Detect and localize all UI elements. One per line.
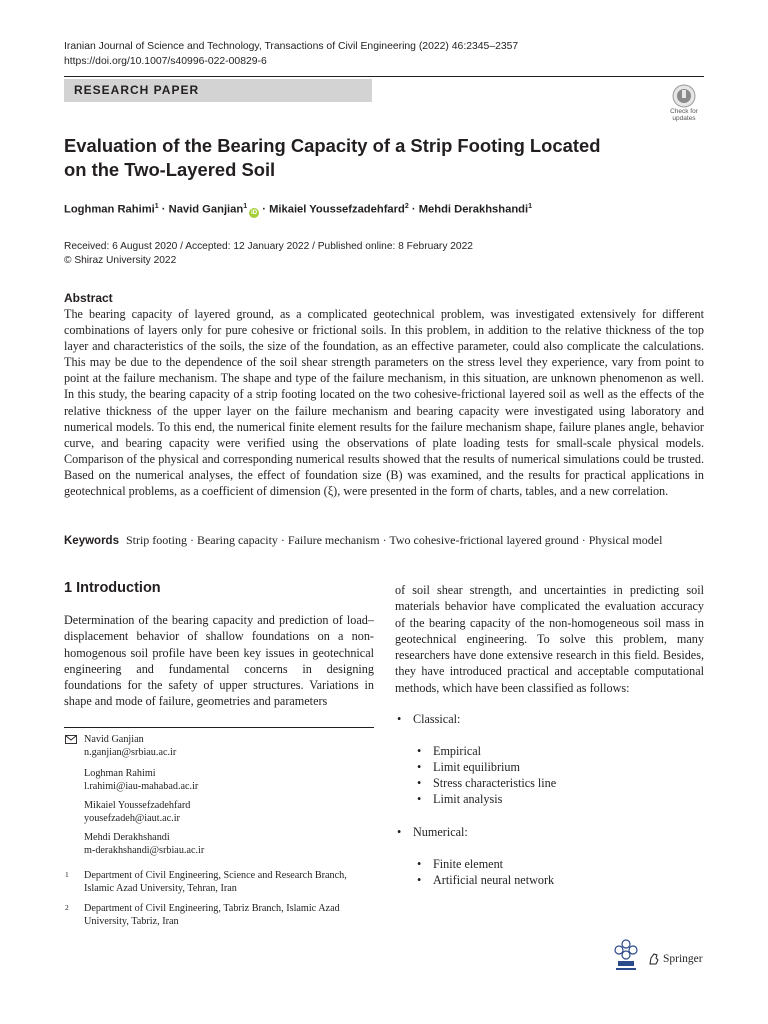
list-item: • Numerical:	[397, 825, 468, 839]
author-name: Navid Ganjian	[168, 203, 244, 216]
list-item: • Limit equilibrium	[417, 760, 520, 774]
email-link[interactable]: l.rahimi@iau-mahabad.ac.ir	[84, 780, 199, 792]
email-link[interactable]: n.ganjian@srbiau.ac.ir	[84, 746, 177, 758]
author-name: Mehdi Derakhshandi	[418, 203, 529, 216]
affiliation: Department of Civil Engineering, Tabriz Branch, Islamic Azad University, Tabriz, Iran	[84, 903, 340, 927]
publisher-name: Springer	[663, 953, 703, 965]
affiliation-number: 2	[65, 903, 69, 912]
envelope-icon	[65, 735, 77, 744]
abstract-body: The bearing capacity of layered ground, as a complicated geotechnical problem, was investigated extensively for different combinations of layers only for pure cohesive or frictional soils. In this problem, in addition to the relative thickness of the top layer and characteristics of the soils, the size of the foundation, as an effective parameter, could also complicate the calculations. This may be due to the dependence of the soil shear strength parameters on the stress level they experience, vary from point to point at the failure mechanism. The shape and type of the failure mechanism, in this situation, are unknown phenomenon as well. In this study, the bearing capacity of a strip footing located on the two cohesive-frictional layered soil as well as the effects of the relative thickness of the upper layer on the failure mechanism and bearing capacity were investigated using laboratory and numerical models. To this end, the numerical finite element results for the failure mechanism shape, failure planes angle, behavior curve, and bearing capacity were verified using the observations of plate loading tests for small-scale physical models. Comparison of the physical and corresponding numerical results showed that the results of numerical simulations could be trusted. Based on the numerical analyses, the effect of foundation size (B) was examined, and the results for practical applications in geotechnical problems, as a coefficient of dimension (ξ), were presented in the form of charts, tables, and a new correlation.	[64, 307, 704, 499]
orcid-icon[interactable]: iD	[251, 209, 258, 216]
author-separator: ·	[158, 203, 169, 216]
author-name: Mikaiel Youssefzadehfard	[269, 203, 405, 216]
header-divider	[64, 76, 704, 77]
publication-dates: Received: 6 August 2020 / Accepted: 12 January 2022 / Published online: 8 February 2022	[64, 241, 473, 252]
contact-entry: Loghman Rahimi l.rahimi@iau-mahabad.ac.ir	[84, 768, 199, 792]
contact-entry: Navid Ganjian n.ganjian@srbiau.ac.ir	[84, 734, 177, 758]
check-for-updates-badge[interactable]	[664, 84, 704, 124]
keywords	[64, 533, 704, 548]
check-updates-icon	[664, 84, 704, 108]
list-item: • Limit analysis	[417, 792, 503, 806]
keywords-text: Strip footing · Bearing capacity · Failure mechanism · Two cohesive-frictional layered ground · Physical model	[125, 533, 663, 547]
contact-entry: Mikaiel Youssefzadehfard yousefzadeh@iaut.ac.ir	[84, 800, 191, 824]
abstract-heading: Abstract	[64, 291, 113, 305]
section-heading-introduction: 1 Introduction	[64, 580, 161, 596]
check-updates-label: Check for updates	[670, 108, 698, 122]
list-item: • Artificial neural network	[417, 873, 555, 887]
author-affiliation-marker: 2	[404, 203, 409, 210]
publisher-footer	[612, 938, 704, 978]
author-affiliation-marker: 1	[528, 203, 533, 210]
keywords-label: Keywords	[64, 535, 119, 547]
intro-paragraph-right: of soil shear strength, and uncertainties in predicting soil materials behavior have complicated the evaluation accuracy of the bearing capacity of the non-homogeneous soil mass in geotechnical engineering. To solve this problem, many researchers have done extensive research in this field. Besides, they have introduced practical and acceptable computational methods, which have been classified as follows:	[395, 583, 704, 695]
author-separator: ·	[408, 203, 419, 216]
contact-entry: Mehdi Derakhshandi m-derakhshandi@srbiau.ac.ir	[84, 832, 205, 856]
university-seal-icon	[612, 938, 640, 972]
author-list	[64, 203, 532, 218]
email-link[interactable]: yousefzadeh@iaut.ac.ir	[84, 812, 180, 824]
email-link[interactable]: m-derakhshandi@srbiau.ac.ir	[84, 844, 205, 856]
list-item: • Empirical	[417, 744, 482, 758]
copyright-notice: © Shiraz University 2022	[64, 255, 177, 266]
author-name: Loghman Rahimi	[64, 203, 155, 216]
author-affiliation-marker: 1	[243, 203, 248, 210]
affiliation-number: 1	[65, 870, 69, 879]
affiliation: Department of Civil Engineering, Science and Research Branch, Islamic Azad University, Tehran, Iran	[84, 870, 347, 894]
doi-link[interactable]: https://doi.org/10.1007/s40996-022-00829-6	[64, 56, 267, 67]
list-item: • Finite element	[417, 857, 504, 871]
footnote-divider	[64, 727, 374, 728]
list-item: • Classical:	[397, 712, 461, 726]
author-separator: ·	[259, 203, 270, 216]
paper-type-banner	[64, 79, 372, 102]
list-item: • Stress characteristics line	[417, 776, 557, 790]
intro-paragraph-left: Determination of the bearing capacity and prediction of load–displacement behavior of shallow foundations on a non-homogenous soil profile have been key issues in geotechnical engineering and fundamental concerns in designing foundations for the safety of upper structures. Variations in shape and mode of failure, geometries and parameters	[64, 613, 374, 709]
paper-type-label: RESEARCH PAPER	[74, 83, 200, 97]
springer-horse-icon	[647, 952, 661, 966]
author-affiliation-marker: 1	[154, 203, 159, 210]
article-title: Evaluation of the Bearing Capacity of a Strip Footing Located on the Two-Layered Soil	[64, 135, 601, 180]
journal-citation: Iranian Journal of Science and Technology, Transactions of Civil Engineering (2022) 46:2345–2357	[64, 41, 519, 52]
